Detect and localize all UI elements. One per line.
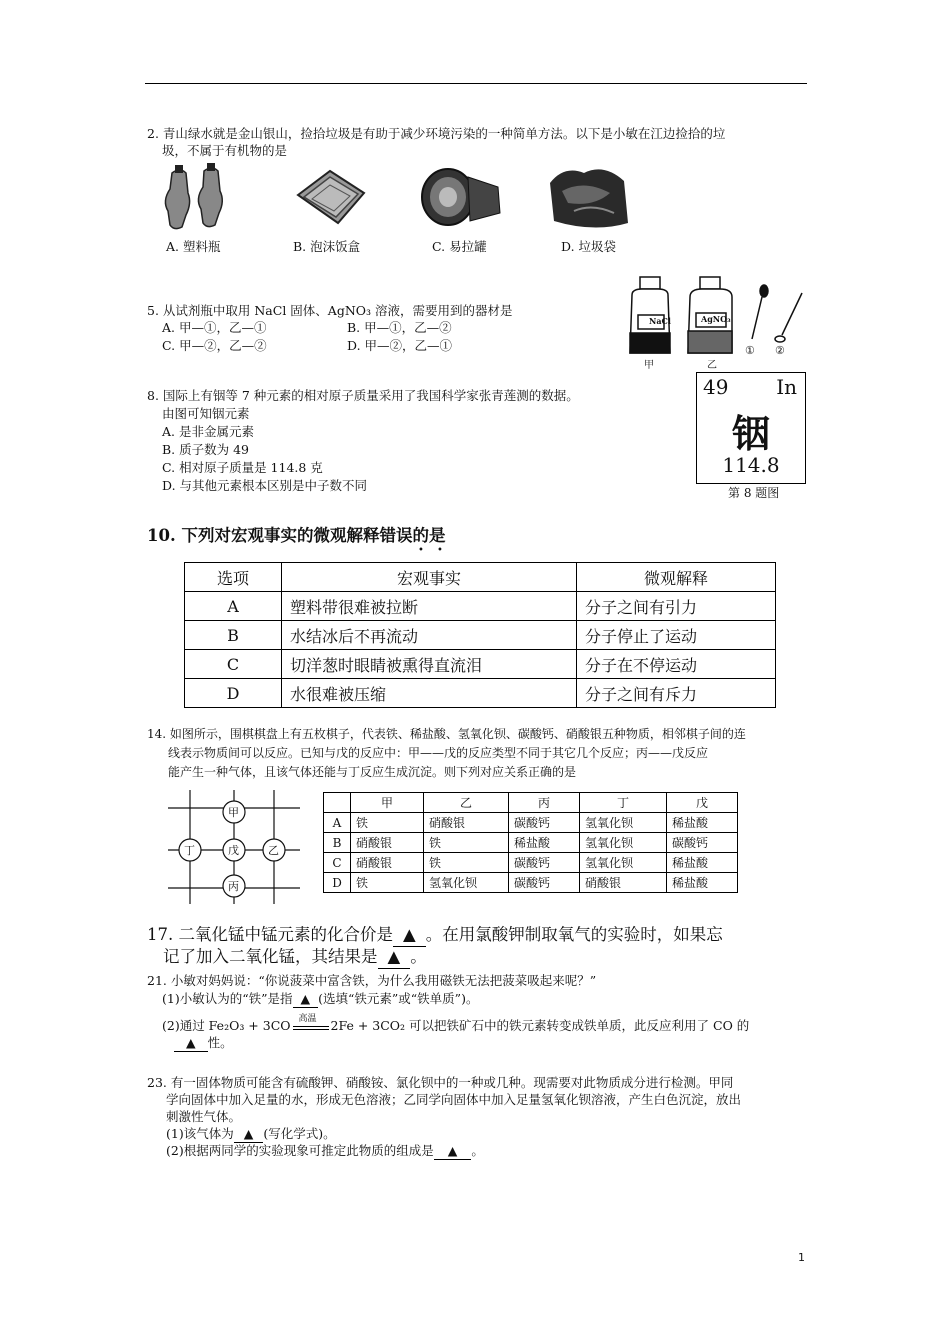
table-cell: C	[185, 650, 282, 679]
page-number: 1	[798, 1251, 805, 1264]
q21-part3	[174, 1034, 233, 1052]
q21-part2	[162, 1013, 750, 1034]
q8-option-b: B. 质子数为 49	[162, 442, 250, 457]
q23-text: 。	[471, 1143, 484, 1158]
reaction-condition-arrow	[291, 1013, 331, 1034]
q23-text: (1)该气体为	[166, 1126, 234, 1141]
header-cell: 戊	[667, 793, 738, 813]
emphasis-dot: •	[418, 545, 424, 556]
table-row	[324, 873, 738, 893]
table-cell: 铁	[351, 813, 424, 833]
table-row	[324, 853, 738, 873]
q10-table	[184, 562, 776, 708]
aluminum-can-image	[418, 163, 504, 231]
q21-text: 性。	[207, 1035, 233, 1050]
table-cell: 稀盐酸	[667, 853, 738, 873]
q21-part1	[162, 990, 478, 1008]
q17-line2	[163, 946, 427, 969]
q17-text: 记了加入二氧化锰，其结果是	[163, 947, 378, 966]
table-cell: 氢氧化钡	[580, 833, 667, 853]
q23-stem-line3: 刺激性气体。	[166, 1109, 242, 1124]
q21-text: (选填“铁元素”或“铁单质”)。	[318, 991, 479, 1006]
q2-option-b: B. 泡沫饭盒	[293, 239, 361, 254]
table-row	[324, 813, 738, 833]
q8-option-a: A. 是非金属元素	[162, 424, 254, 439]
q23-blank-1: ▲	[234, 1125, 264, 1143]
element-card	[696, 372, 806, 484]
atomic-number: 49	[703, 375, 729, 399]
bottle-jia-label: 甲	[644, 360, 654, 371]
header-cell: 微观解释	[577, 563, 776, 592]
header-rule	[145, 83, 807, 84]
nacl-bottle-label: NaCl	[649, 316, 671, 326]
q17-text: 。	[410, 947, 427, 966]
q5-option-a: A. 甲—①，乙—①	[162, 320, 267, 335]
table-cell: 碳酸钙	[509, 813, 580, 833]
q23-part2	[166, 1142, 484, 1160]
table-cell: 分子之间有引力	[577, 592, 776, 621]
header-cell: 宏观事实	[282, 563, 577, 592]
piece-ding: 丁	[184, 844, 195, 857]
plastic-bottle-image	[158, 163, 238, 233]
table-cell: 分子停止了运动	[577, 621, 776, 650]
q23-stem-line1: 23. 有一固体物质可能含有硫酸钾、硝酸铵、氯化钡中的一种或几种。现需要对此物质成分进行检测。甲同	[147, 1075, 734, 1090]
table-cell: B	[324, 833, 351, 853]
garbage-bag-image	[544, 163, 632, 233]
q21-text: (2)通过 Fe₂O₃ + 3CO	[162, 1018, 291, 1033]
emphasis-dot: •	[437, 545, 443, 556]
q2-option-a: A. 塑料瓶	[166, 239, 221, 254]
q21-text: (1)小敏认为的“铁”是指	[162, 991, 293, 1006]
q23-text: (写化学式)。	[263, 1126, 336, 1141]
table-row	[185, 621, 776, 650]
table-cell: 硝酸银	[351, 833, 424, 853]
table-cell: 塑料带很难被拉断	[282, 592, 577, 621]
atomic-mass: 114.8	[722, 453, 780, 477]
table-cell: 碳酸钙	[509, 873, 580, 893]
reaction-condition: 高温	[298, 1013, 317, 1024]
table-cell: 水很难被压缩	[282, 679, 577, 708]
foam-lunchbox-image	[290, 165, 370, 230]
q17-blank-2: ▲	[378, 946, 411, 969]
q14-table	[323, 792, 738, 893]
table-header-row	[185, 563, 776, 592]
table-row	[185, 592, 776, 621]
q5-option-d: D. 甲—②，乙—①	[347, 338, 453, 353]
piece-wu: 戊	[228, 844, 239, 857]
element-name: 铟	[731, 411, 770, 456]
q14-stem-line1: 14. 如图所示，围棋棋盘上有五枚棋子，代表铁、稀盐酸、氢氧化钡、碳酸钙、硝酸银五种物质，相邻棋子间的连	[147, 727, 746, 741]
header-cell	[324, 793, 351, 813]
element-symbol: In	[776, 375, 797, 399]
piece-yi: 乙	[268, 844, 279, 857]
header-cell: 选项	[185, 563, 282, 592]
table-cell: 碳酸钙	[509, 853, 580, 873]
table-cell: 碳酸钙	[667, 833, 738, 853]
table-cell: 氢氧化钡	[424, 873, 509, 893]
q2-stem-line2: 圾，不属于有机物的是	[162, 143, 288, 158]
table-header-row	[324, 793, 738, 813]
table-cell: 硝酸银	[351, 853, 424, 873]
table-cell: 铁	[351, 873, 424, 893]
table-cell: 氢氧化钡	[580, 813, 667, 833]
q14-stem-line2: 线表示物质间可以反应。已知与戊的反应中：甲——戊的反应类型不同于其它几个反应；丙——戊反应	[168, 746, 709, 760]
q21-blank-2: ▲	[174, 1034, 208, 1052]
q17-blank-1: ▲	[393, 924, 426, 947]
table-cell: 氢氧化钡	[580, 853, 667, 873]
q23-text: (2)根据两同学的实验现象可推定此物质的组成是	[166, 1143, 434, 1158]
q8-figure-caption: 第 8 题图	[728, 486, 780, 500]
bottle-yi-label: 乙	[707, 360, 717, 371]
table-cell: 铁	[424, 833, 509, 853]
table-cell: 稀盐酸	[509, 833, 580, 853]
table-row	[185, 650, 776, 679]
piece-jia: 甲	[228, 806, 239, 819]
q17-text: 。在用氯酸钾制取氧气的实验时，如果忘	[425, 925, 723, 944]
table-cell: A	[324, 813, 351, 833]
header-cell: 甲	[351, 793, 424, 813]
q5-option-c: C. 甲—②，乙—②	[162, 338, 267, 353]
table-cell: 铁	[424, 853, 509, 873]
header-cell: 丁	[580, 793, 667, 813]
q23-part1	[166, 1125, 336, 1143]
q17-line1	[147, 924, 723, 947]
q14-stem-line3: 能产生一种气体，且该气体还能与丁反应生成沉淀。则下列对应关系正确的是	[168, 765, 577, 779]
table-cell: C	[324, 853, 351, 873]
q2-option-c: C. 易拉罐	[432, 239, 487, 254]
q5-option-b: B. 甲—①，乙—②	[347, 320, 452, 335]
header-cell: 丙	[509, 793, 580, 813]
q5-stem: 5. 从试剂瓶中取用 NaCl 固体、AgNO₃ 溶液，需要用到的器材是	[147, 303, 513, 318]
q21-text: 2Fe + 3CO₂ 可以把铁矿石中的铁元素转变成铁单质，此反应利用了 CO 的	[330, 1018, 750, 1033]
table-row	[324, 833, 738, 853]
table-cell: 稀盐酸	[667, 813, 738, 833]
table-cell: 硝酸银	[580, 873, 667, 893]
q17-text: 17. 二氧化锰中锰元素的化合价是	[147, 925, 393, 944]
table-row	[185, 679, 776, 708]
q2-option-d: D. 垃圾袋	[561, 239, 617, 254]
table-cell: 分子在不停运动	[577, 650, 776, 679]
piece-bing: 丙	[228, 880, 239, 893]
table-cell: 水结冰后不再流动	[282, 621, 577, 650]
q21-stem: 21. 小敏对妈妈说：“你说菠菜中富含铁，为什么我用磁铁无法把菠菜吸起来呢？”	[147, 973, 597, 988]
q8-stem-line2: 由图可知铟元素	[162, 406, 250, 421]
table-cell: B	[185, 621, 282, 650]
q23-stem-line2: 学向固体中加入足量的水，形成无色溶液；乙同学向固体中加入足量氢氧化钡溶液，产生白色沉淀，放出	[166, 1092, 742, 1107]
tool-1-label: ①	[745, 344, 755, 357]
q8-stem-line1: 8. 国际上有铟等 7 种元素的相对原子质量采用了我国科学家张青莲测的数据。	[147, 388, 579, 403]
table-cell: 分子之间有斥力	[577, 679, 776, 708]
table-cell: D	[324, 873, 351, 893]
q2-stem-line1: 2. 青山绿水就是金山银山，捡拾垃圾是有助于减少环境污染的一种简单方法。以下是小敏在江边捡拾的垃	[147, 126, 726, 141]
q10-stem: 10. 下列对宏观事实的微观解释错误的是	[147, 526, 446, 545]
table-cell: 硝酸银	[424, 813, 509, 833]
table-cell: 稀盐酸	[667, 873, 738, 893]
tool-2-label: ②	[775, 344, 785, 357]
table-cell: A	[185, 592, 282, 621]
q21-blank-1: ▲	[293, 990, 319, 1008]
q8-option-d: D. 与其他元素根本区别是中子数不同	[162, 478, 368, 493]
agno3-bottle-label: AgNO₃	[701, 314, 731, 324]
header-cell: 乙	[424, 793, 509, 813]
table-cell: 切洋葱时眼睛被熏得直流泪	[282, 650, 577, 679]
q8-option-c: C. 相对原子质量是 114.8 克	[162, 460, 323, 475]
table-cell: D	[185, 679, 282, 708]
q23-blank-2: ▲	[434, 1142, 472, 1160]
